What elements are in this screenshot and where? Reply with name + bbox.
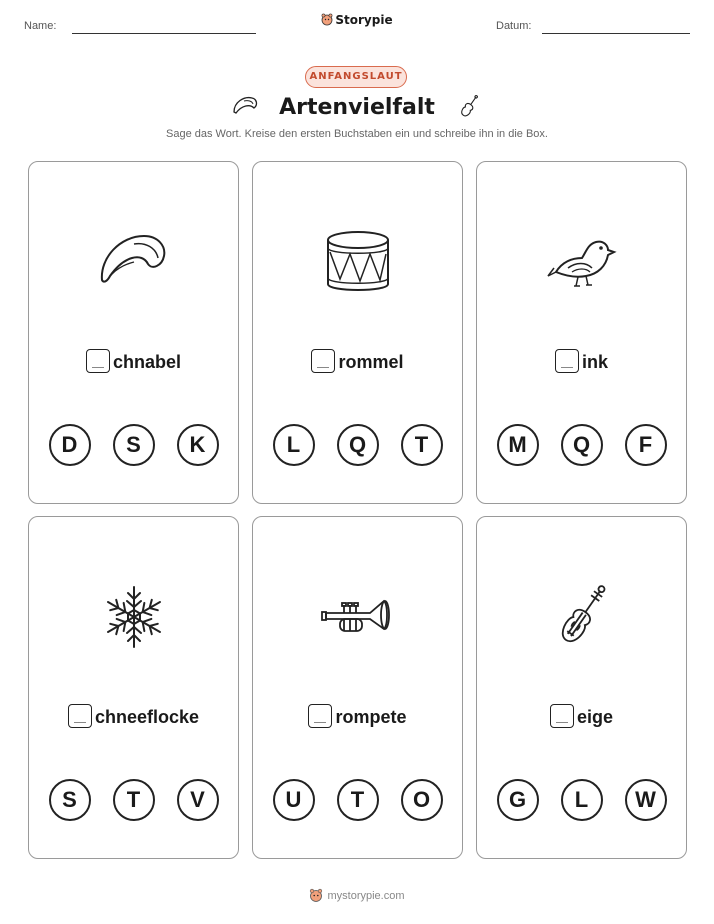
date-label: Datum: xyxy=(496,20,532,32)
footer xyxy=(0,888,714,902)
letter-option[interactable]: K xyxy=(177,424,219,466)
drum-icon xyxy=(318,222,398,302)
exercise-card xyxy=(252,516,463,859)
word-rest: rompete xyxy=(335,707,407,727)
answer-box[interactable] xyxy=(86,349,110,373)
mascot-icon xyxy=(321,13,333,26)
letter-option[interactable]: U xyxy=(273,779,315,821)
brand-name: Storypie xyxy=(335,13,393,27)
letter-option[interactable]: S xyxy=(49,779,91,821)
word-prompt xyxy=(29,704,238,728)
letter-option[interactable]: V xyxy=(177,779,219,821)
exercise-card xyxy=(28,516,239,859)
category-badge: ANFANGSLAUT xyxy=(305,66,407,88)
toucan-beak-icon xyxy=(230,92,260,122)
answer-box[interactable] xyxy=(308,704,332,728)
title-row xyxy=(0,92,714,122)
letter-options xyxy=(253,779,462,821)
exercise-card xyxy=(476,161,687,504)
letter-option[interactable]: D xyxy=(49,424,91,466)
name-line[interactable] xyxy=(72,33,256,34)
name-label: Name: xyxy=(24,20,57,32)
letter-option[interactable]: S xyxy=(113,424,155,466)
exercise-card xyxy=(476,516,687,859)
answer-box[interactable] xyxy=(68,704,92,728)
letter-options xyxy=(253,424,462,466)
letter-option[interactable]: M xyxy=(497,424,539,466)
exercise-card xyxy=(28,161,239,504)
letter-options xyxy=(477,779,686,821)
violin-icon xyxy=(542,577,622,657)
brand-logo xyxy=(0,13,714,27)
word-rest: chnabel xyxy=(112,352,182,372)
word-rest: eige xyxy=(576,707,614,727)
toucan-beak-icon xyxy=(94,222,174,302)
trumpet-icon xyxy=(318,577,398,657)
word-prompt xyxy=(29,349,238,373)
letter-options xyxy=(29,424,238,466)
letter-option[interactable]: Q xyxy=(561,424,603,466)
mascot-icon xyxy=(309,888,323,902)
letter-option[interactable]: L xyxy=(561,779,603,821)
letter-option[interactable]: Q xyxy=(337,424,379,466)
word-prompt xyxy=(477,349,686,373)
letter-option[interactable]: G xyxy=(497,779,539,821)
bird-icon xyxy=(542,222,622,302)
instructions: Sage das Wort. Kreise den ersten Buchstaben ein und schreibe ihn in die Box. xyxy=(166,128,548,140)
word-rest: chneeflocke xyxy=(94,707,200,727)
letter-options xyxy=(477,424,686,466)
answer-box[interactable] xyxy=(555,349,579,373)
word-prompt xyxy=(253,349,462,373)
letter-option[interactable]: W xyxy=(625,779,667,821)
word-prompt xyxy=(477,704,686,728)
word-rest: ink xyxy=(581,352,608,372)
letter-option[interactable]: T xyxy=(337,779,379,821)
page-title: Artenvielfalt xyxy=(279,94,435,120)
letter-option[interactable]: F xyxy=(625,424,667,466)
footer-site[interactable]: mystorypie.com xyxy=(327,890,405,902)
snowflake-icon xyxy=(94,577,174,657)
answer-box[interactable] xyxy=(311,349,335,373)
answer-box[interactable] xyxy=(550,704,574,728)
letter-option[interactable]: T xyxy=(113,779,155,821)
word-prompt xyxy=(253,704,462,728)
letter-option[interactable]: O xyxy=(401,779,443,821)
letter-option[interactable]: T xyxy=(401,424,443,466)
letter-option[interactable]: L xyxy=(273,424,315,466)
exercise-card xyxy=(252,161,463,504)
word-rest: rommel xyxy=(338,352,404,372)
violin-icon xyxy=(454,92,484,122)
date-line[interactable] xyxy=(542,33,690,34)
letter-options xyxy=(29,779,238,821)
